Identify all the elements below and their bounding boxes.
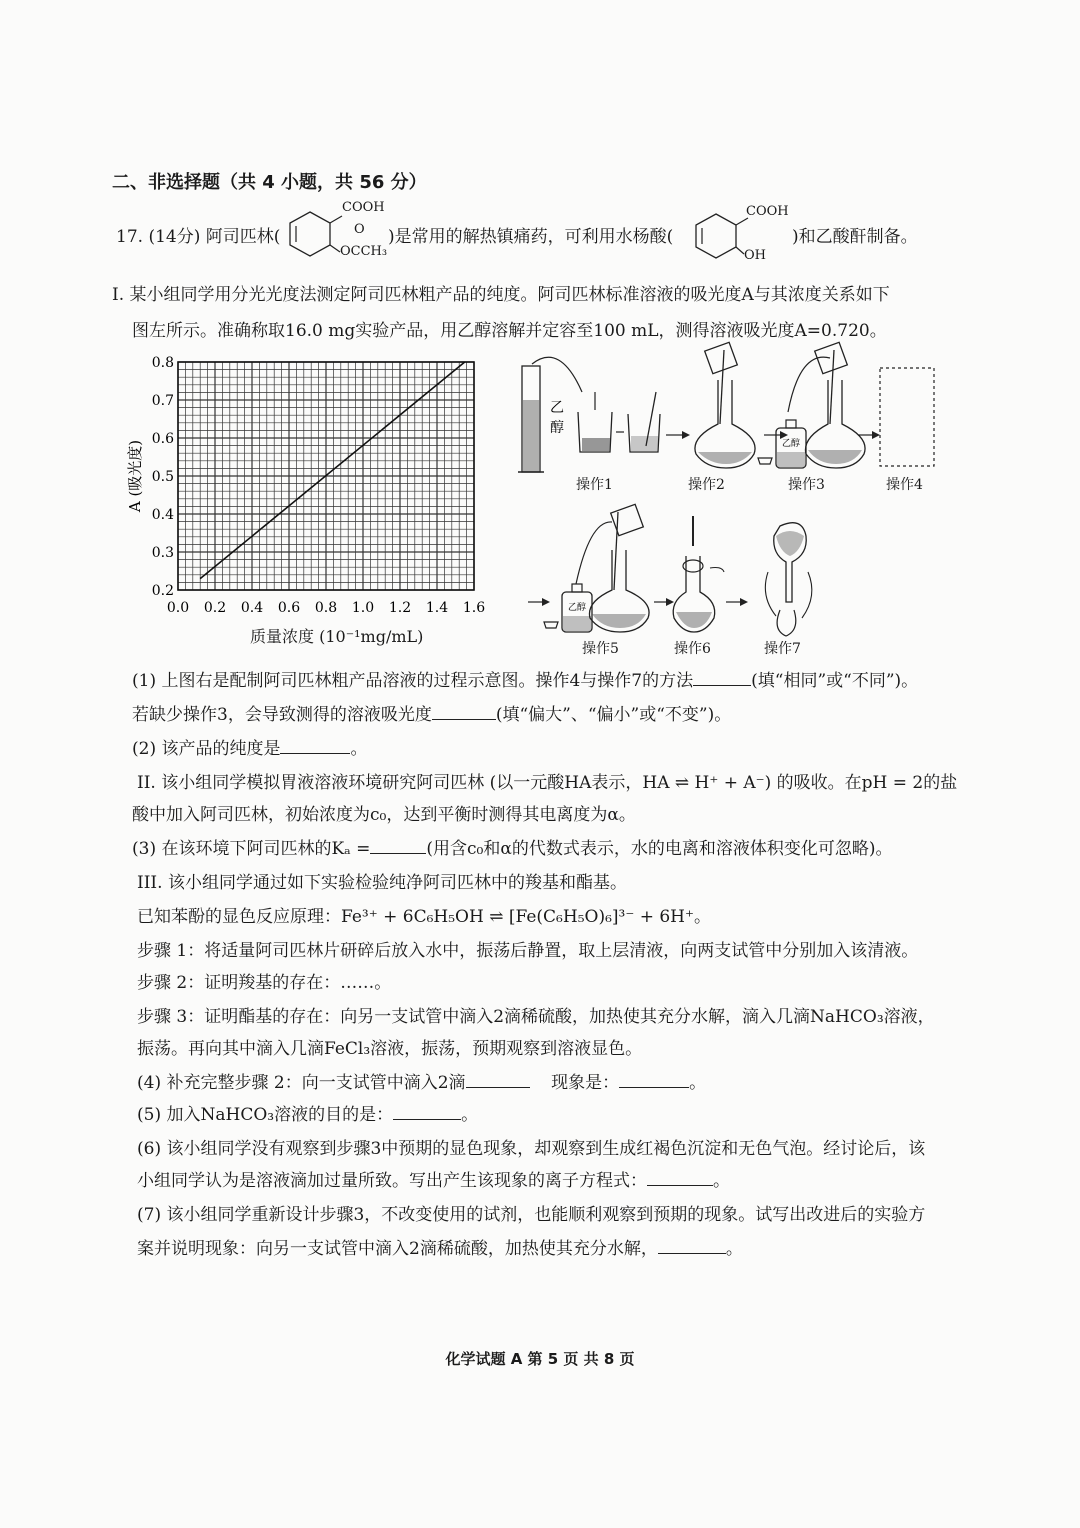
q17-part1: 阿司匹林( — [205, 227, 281, 247]
step2: 步骤 2：证明羧基的存在：……。 — [137, 973, 392, 993]
x-tick-label: 1.0 — [351, 600, 375, 616]
y-tick-label: 0.2 — [151, 583, 174, 599]
q4-blank-2[interactable] — [619, 1073, 689, 1088]
calibration-chart — [120, 348, 500, 648]
graduated-cylinder-icon — [518, 366, 544, 472]
op2-label: 操作2 — [688, 477, 725, 493]
volumetric-flask-3-icon — [805, 342, 865, 468]
volumetric-flask-2-icon — [695, 342, 755, 468]
beaker-2-icon — [628, 392, 660, 452]
q17-number: 17. — [116, 227, 144, 247]
q1-line1: (1) 上图右是配制阿司匹林粗产品溶液的过程示意图。操作4与操作7的方法 (填“相同”或“不同”)。 — [132, 671, 919, 691]
salicylic-structure — [688, 202, 798, 268]
aspirin-o: O — [354, 222, 365, 237]
wash-bottle-5-icon — [544, 584, 592, 632]
y-tick-label: 0.5 — [151, 469, 174, 485]
q2-blank[interactable] — [280, 739, 350, 754]
chart-y-label: A (吸光度) — [126, 439, 144, 513]
y-tick-label: 0.6 — [151, 431, 174, 447]
q7-blank[interactable] — [658, 1239, 726, 1254]
wash-bottle-3-icon — [758, 420, 806, 468]
part-iii-line1: III. 该小组同学通过如下实验检验纯净阿司匹林中的羧基和酯基。 — [137, 873, 627, 893]
series-line — [200, 362, 465, 579]
q6-blank[interactable] — [647, 1171, 713, 1186]
op3-label: 操作3 — [788, 477, 825, 493]
part-ii-line1: II. 该小组同学模拟胃液溶液环境研究阿司匹林 (以一元酸HA表示，HA ⇌ H⁺ + A⁻) 的吸收。在pH = 2的盐 — [137, 773, 958, 793]
y-tick-label: 0.7 — [151, 393, 174, 409]
salicylic-oh: OH — [744, 248, 766, 263]
op1-label: 操作1 — [576, 477, 613, 493]
q6-line1: (6) 该小组同学没有观察到步骤3中预期的显色现象，却观察到生成红褐色沉淀和无色气泡。经讨论后，该 — [137, 1139, 926, 1159]
page-footer: 化学试题 A 第 5 页 共 8 页 — [445, 1350, 635, 1368]
q3-line: (3) 在该环境下阿司匹林的Kₐ = (用含c₀和α的代数式表示，水的电离和溶液体积变化可忽略)。 — [132, 839, 893, 859]
q6-line2: 小组同学认为是溶液滴加过量所致。写出产生该现象的离子方程式： 。 — [137, 1171, 730, 1191]
aspirin-structure — [282, 200, 392, 266]
op7-label: 操作7 — [764, 641, 801, 657]
aspirin-occh3: OCCH₃ — [340, 244, 388, 259]
q17-header — [116, 222, 280, 247]
q17-points: (14分) — [148, 227, 201, 247]
volumetric-flask-6-icon — [673, 516, 724, 632]
x-tick-label: 0.2 — [203, 600, 227, 616]
x-tick-label: 0.6 — [277, 600, 301, 616]
q7-line1: (7) 该小组同学重新设计步骤3，不改变使用的试剂，也能顺利观察到预期的现象。试写出改进后的实验方 — [137, 1205, 926, 1225]
chart-x-label: 质量浓度 (10⁻¹mg/mL) — [250, 627, 424, 646]
q5-line: (5) 加入NaHCO₃溶液的目的是： 。 — [137, 1105, 479, 1125]
q1-blank-1[interactable] — [693, 671, 751, 686]
bottle-label-3: 乙醇 — [782, 439, 801, 449]
x-tick-label: 0.8 — [314, 600, 338, 616]
q1-line2: 若缺少操作3，会导致测得的溶液吸光度 (填“偏大”、“偏小”或“不变”)。 — [132, 705, 732, 725]
step1: 步骤 1：将适量阿司匹林片研碎后放入水中，振荡后静置，取上层清液，向两支试管中分别加入该清液。 — [137, 941, 919, 961]
x-tick-label: 0.4 — [240, 600, 264, 616]
op4-label: 操作4 — [886, 477, 923, 493]
op4-placeholder-box — [880, 368, 934, 466]
beaker-1-icon — [578, 392, 612, 452]
step3-b: 振荡。再向其中滴入几滴FeCl₃溶液，振荡，预期观察到溶液显色。 — [137, 1039, 643, 1059]
apparatus-diagram — [510, 340, 950, 660]
q4-blank-1[interactable] — [466, 1073, 530, 1088]
chart-series — [200, 362, 465, 579]
bottle-label-5: 乙醇 — [568, 603, 587, 613]
x-tick-label: 1.4 — [425, 600, 449, 616]
step3-a: 步骤 3：证明酯基的存在：向另一支试管中滴入2滴稀硫酸，加热使其充分水解，滴入几滴NaHCO₃溶液， — [137, 1007, 935, 1027]
part-i-line1: I. 某小组同学用分光光度法测定阿司匹林粗产品的纯度。阿司匹林标准溶液的吸光度A与其浓度关系如下 — [112, 285, 890, 305]
q17-part3: )和乙酸酐制备。 — [792, 227, 918, 247]
q5-blank[interactable] — [393, 1105, 461, 1120]
x-tick-label: 1.6 — [462, 600, 486, 616]
q17-part2: )是常用的解热镇痛药，可利用水杨酸( — [388, 227, 674, 247]
y-tick-label: 0.8 — [151, 355, 174, 371]
q3-blank[interactable] — [370, 839, 426, 854]
x-tick-label: 1.2 — [388, 600, 412, 616]
volumetric-flask-5-icon — [589, 504, 649, 632]
q1-blank-2[interactable] — [432, 705, 496, 720]
q4-line: (4) 补充完整步骤 2：向一支试管中滴入2滴 现象是： 。 — [137, 1073, 707, 1093]
op5-label: 操作5 — [582, 641, 619, 657]
part-ii-line2: 酸中加入阿司匹林，初始浓度为c₀，达到平衡时测得其电离度为α。 — [132, 805, 636, 825]
y-tick-label: 0.3 — [151, 545, 174, 561]
x-tick-label: 0.0 — [166, 600, 190, 616]
y-tick-label: 0.4 — [151, 507, 174, 523]
ethanol-label-1: 乙 — [550, 400, 564, 416]
op6-label: 操作6 — [674, 641, 711, 657]
q7-line2: 案并说明现象：向另一支试管中滴入2滴稀硫酸，加热使其充分水解， 。 — [137, 1239, 743, 1259]
part-i-line2: 图左所示。准确称取16.0 mg实验产品，用乙醇溶解并定容至100 mL，测得溶液吸光度A=0.720。 — [132, 321, 887, 341]
ethanol-label-2: 醇 — [550, 420, 564, 436]
q2-line: (2) 该产品的纯度是 。 — [132, 739, 368, 759]
inverting-flask-7-icon — [765, 523, 812, 636]
section-title: 二、非选择题（共 4 小题，共 56 分） — [112, 172, 427, 193]
part-iii-line2: 已知苯酚的显色反应原理：Fe³⁺ + 6C₆H₅OH ⇌ [Fe(C₆H₅O)₆]³⁻ + 6H⁺。 — [137, 907, 711, 927]
salicylic-cooh: COOH — [746, 204, 789, 219]
aspirin-cooh: COOH — [342, 200, 385, 215]
